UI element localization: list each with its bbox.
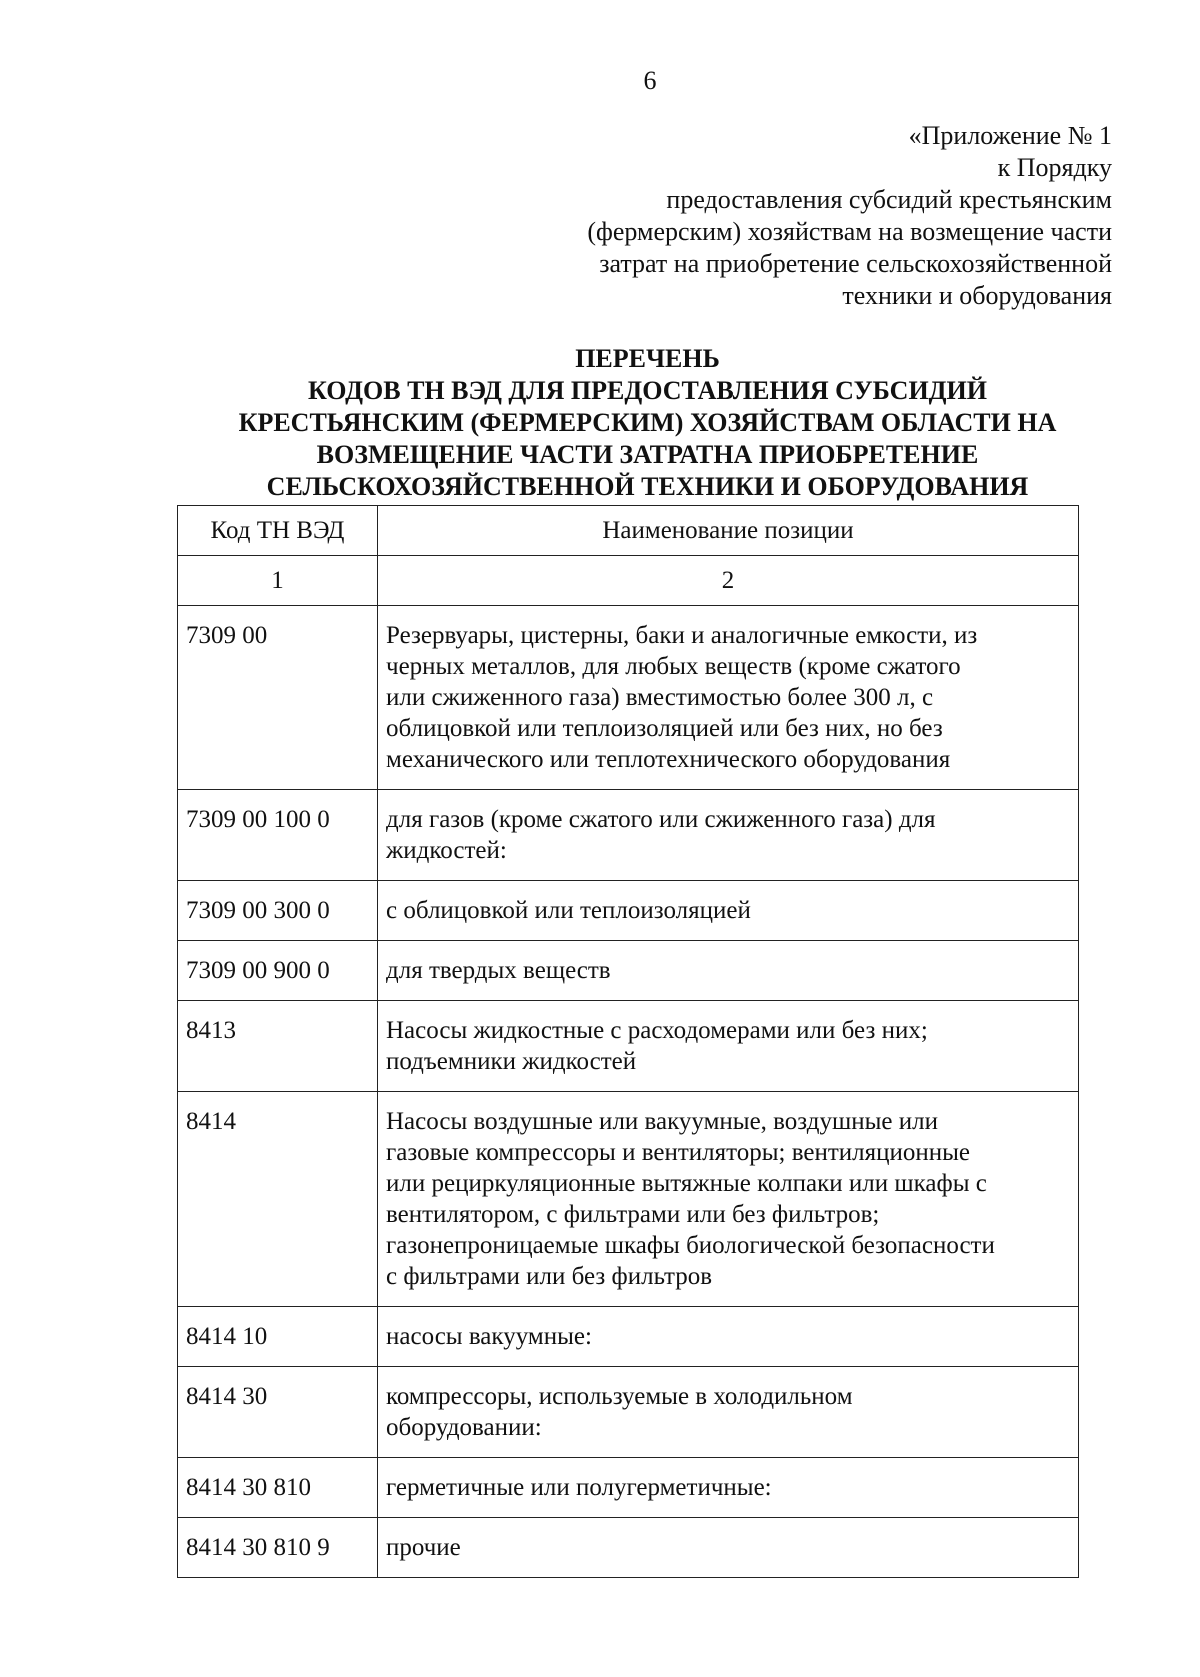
appendix-line: техники и оборудования (842, 281, 1112, 310)
row-name-line: компрессоры, используемые в холодильном (386, 1383, 853, 1410)
row-name (378, 881, 1079, 941)
table-column-numbers-row (178, 556, 1079, 606)
row-name (378, 1518, 1079, 1578)
row-name (378, 941, 1079, 1001)
row-name (378, 790, 1079, 881)
header-name: Наименование позиции (378, 506, 1079, 556)
row-name-line: подъемники жидкостей (386, 1048, 637, 1075)
row-name-line: герметичные или полугерметичные: (386, 1474, 772, 1501)
table-row (178, 1001, 1079, 1092)
row-name-line: оборудовании: (386, 1414, 542, 1441)
appendix-line: затрат на приобретение сельскохозяйственной (599, 249, 1112, 278)
row-code: 7309 00 900 0 (178, 941, 378, 1001)
row-name-line: насосы вакуумные: (386, 1323, 592, 1350)
table-row (178, 941, 1079, 1001)
row-code: 8414 30 810 (178, 1458, 378, 1518)
page-number: 6 (643, 66, 657, 95)
row-name (378, 1307, 1079, 1367)
row-code: 8413 (178, 1001, 378, 1092)
row-name-line: черных металлов, для любых веществ (кроме сжатого (386, 653, 961, 680)
table-row (178, 1367, 1079, 1458)
header-code: Код ТН ВЭД (178, 506, 378, 556)
row-name-line: вентилятором, с фильтрами или без фильтров; (386, 1201, 880, 1228)
row-name-line: жидкостей: (386, 837, 507, 864)
row-name-line: Насосы воздушные или вакуумные, воздушные или (386, 1108, 938, 1135)
appendix-line: к Порядку (997, 153, 1112, 182)
row-name-line: Насосы жидкостные с расходомерами или без них; (386, 1017, 928, 1044)
appendix-reference (552, 120, 1112, 312)
row-code: 8414 30 (178, 1367, 378, 1458)
table-row (178, 881, 1079, 941)
table-row (178, 1458, 1079, 1518)
row-name (378, 1092, 1079, 1307)
row-name-line: для твердых веществ (386, 957, 611, 984)
table-row (178, 1307, 1079, 1367)
table-row (178, 1092, 1079, 1307)
appendix-line: «Приложение № 1 (908, 121, 1112, 150)
row-code: 7309 00 100 0 (178, 790, 378, 881)
title-line: СЕЛЬСКОХОЗЯЙСТВЕННОЙ ТЕХНИКИ И ОБОРУДОВАНИЯ (266, 472, 1029, 501)
appendix-line: предоставления субсидий крестьянским (666, 185, 1112, 214)
title-line: КРЕСТЬЯНСКИМ (ФЕРМЕРСКИМ) ХОЗЯЙСТВАМ ОБЛАСТИ НА (238, 408, 1057, 437)
document-title (170, 343, 1125, 503)
row-name-line: Резервуары, цистерны, баки и аналогичные емкости, из (386, 622, 978, 649)
row-code: 7309 00 (178, 606, 378, 790)
row-name-line: механического или теплотехнического оборудования (386, 746, 951, 773)
row-code: 7309 00 300 0 (178, 881, 378, 941)
row-name-line: для газов (кроме сжатого или сжиженного газа) для (386, 806, 936, 833)
title-line: ПЕРЕЧЕНЬ (575, 344, 720, 373)
table-header-row (178, 506, 1079, 556)
row-code: 8414 30 810 9 (178, 1518, 378, 1578)
row-name (378, 606, 1079, 790)
row-name (378, 1458, 1079, 1518)
row-code: 8414 10 (178, 1307, 378, 1367)
title-line: ВОЗМЕЩЕНИЕ ЧАСТИ ЗАТРАТНА ПРИОБРЕТЕНИЕ (316, 440, 979, 469)
row-name-line: или рециркуляционные вытяжные колпаки или шкафы с (386, 1170, 987, 1197)
row-name-line: с облицовкой или теплоизоляцией (386, 897, 751, 924)
row-name-line: прочие (386, 1534, 461, 1561)
title-line: КОДОВ ТН ВЭД ДЛЯ ПРЕДОСТАВЛЕНИЯ СУБСИДИЙ (308, 376, 987, 405)
row-name (378, 1367, 1079, 1458)
row-name (378, 1001, 1079, 1092)
row-name-line: газонепроницаемые шкафы биологической безопасности (386, 1232, 995, 1259)
column-number-2: 2 (378, 556, 1079, 606)
row-code: 8414 (178, 1092, 378, 1307)
table-row (178, 1518, 1079, 1578)
row-name-line: или сжиженного газа) вместимостью более 300 л, с (386, 684, 934, 711)
row-name-line: облицовкой или теплоизоляцией или без них, но без (386, 715, 943, 742)
codes-table (177, 505, 1079, 1578)
table-row (178, 790, 1079, 881)
row-name-line: с фильтрами или без фильтров (386, 1263, 713, 1290)
appendix-line: (фермерским) хозяйствам на возмещение части (587, 217, 1112, 246)
table-row (178, 606, 1079, 790)
column-number-1: 1 (178, 556, 378, 606)
row-name-line: газовые компрессоры и вентиляторы; вентиляционные (386, 1139, 971, 1166)
